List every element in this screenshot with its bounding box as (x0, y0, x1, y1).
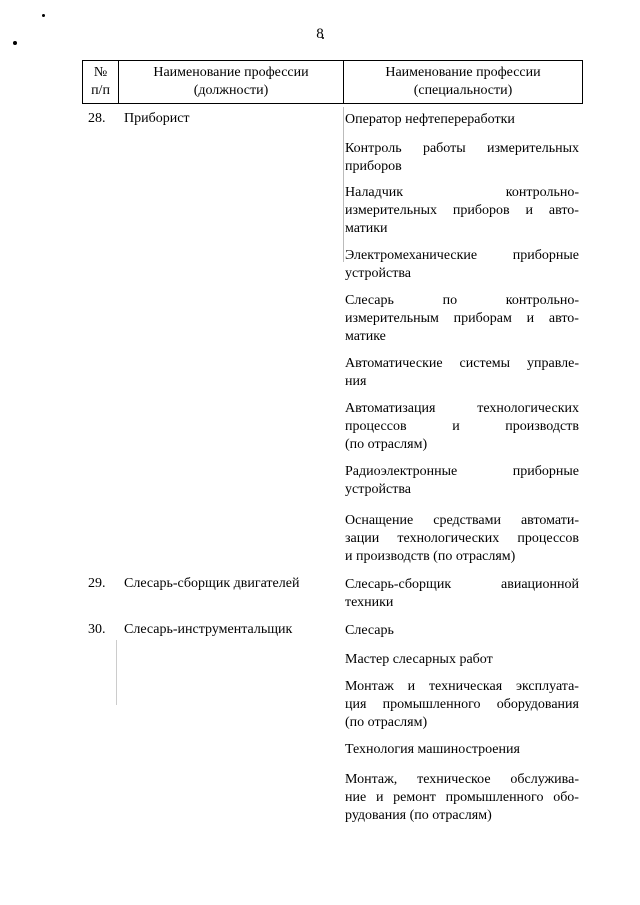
word: технологических (397, 531, 500, 546)
header-cell-profession (119, 61, 344, 104)
specialty-line: ния (345, 374, 367, 389)
word: приборные (512, 464, 579, 479)
word: контрольно- (505, 293, 579, 308)
word: авто- (548, 203, 579, 218)
profession-name: Слесарь-инструментальщик (124, 622, 293, 637)
specialty-item (345, 292, 579, 346)
specialty-item (345, 741, 579, 759)
word: приборов (452, 203, 510, 218)
word: ние (345, 790, 367, 805)
specialty-line (345, 310, 579, 328)
specialty-line (345, 400, 579, 418)
specialty-line: Оператор нефтепереработки (345, 112, 515, 127)
specialty-line: Слесарь (345, 623, 394, 638)
word: по (442, 293, 458, 308)
specialty-item (345, 247, 579, 283)
scan-mark (42, 14, 45, 17)
specialty-line (345, 771, 579, 789)
specialty-item (345, 678, 579, 732)
specialty-line (345, 355, 579, 373)
profession-name: Приборист (124, 111, 190, 126)
word: и (526, 311, 535, 326)
word: и (375, 790, 384, 805)
row-number: 28. (88, 111, 106, 126)
specialty-item (345, 463, 579, 499)
word: оборудования (496, 697, 579, 712)
specialty-line (345, 418, 579, 436)
word: и (407, 679, 416, 694)
word: технологических (477, 401, 579, 416)
header-number-line-1: № (93, 65, 108, 80)
specialty-line: устройства (345, 482, 411, 497)
header-profession-line-1: Наименование профессии (153, 65, 309, 80)
word: обслужива- (510, 772, 579, 787)
row-number: 29. (88, 576, 106, 591)
word: Слесарь (345, 293, 394, 308)
word: Электромеханические (345, 248, 478, 263)
table-header (82, 60, 583, 104)
word: средствами (433, 513, 501, 528)
word: Наладчик (345, 185, 404, 200)
specialty-line (345, 184, 579, 202)
word: обо- (553, 790, 579, 805)
word: авто- (548, 311, 579, 326)
word: Слесарь-сборщик (345, 577, 452, 592)
page-number: 8 (316, 26, 324, 42)
specialty-line (345, 512, 579, 530)
word: техническая (428, 679, 503, 694)
specialty-line: устройства (345, 266, 411, 281)
specialty-item (345, 400, 579, 454)
word: эксплуата- (515, 679, 579, 694)
header-specialty-line-1: Наименование профессии (385, 65, 541, 80)
word: системы (459, 356, 511, 371)
specialty-line: (по отраслям) (345, 437, 428, 452)
specialty-line: приборов (345, 159, 402, 174)
specialty-line: матике (345, 329, 386, 344)
specialty-line (345, 678, 579, 696)
word: измерительных (345, 203, 437, 218)
header-profession-line-2: (должности) (193, 83, 269, 98)
specialty-line (345, 789, 579, 807)
word: приборные (512, 248, 579, 263)
word: управле- (527, 356, 579, 371)
specialty-item (345, 184, 579, 238)
specialty-line (345, 696, 579, 714)
specialty-line: (по отраслям) (345, 715, 428, 730)
specialty-item (345, 622, 579, 640)
specialty-item (345, 111, 579, 129)
word: измерительным (345, 311, 439, 326)
word: приборам (453, 311, 512, 326)
word: ремонт (393, 790, 436, 805)
header-cell-number (83, 61, 119, 104)
specialty-item (345, 512, 579, 566)
specialty-line (345, 576, 579, 594)
word: контрольно- (505, 185, 579, 200)
word: процессов (345, 419, 407, 434)
word: промышленного (382, 697, 481, 712)
word: авиационной (501, 577, 579, 592)
row-number: 30. (88, 622, 106, 637)
specialty-line (345, 292, 579, 310)
word: Автоматические (345, 356, 443, 371)
word: автомати- (520, 513, 579, 528)
word: Монтаж (345, 679, 394, 694)
word: Оснащение (345, 513, 414, 528)
specialty-item (345, 140, 579, 176)
word: Монтаж, (345, 772, 398, 787)
word: и (452, 419, 460, 434)
word: работы (422, 141, 466, 156)
specialty-line: Технология машиностроения (345, 742, 520, 757)
word: промышленного (445, 790, 544, 805)
profession-name: Слесарь-сборщик двигателей (124, 576, 300, 591)
word: ция (345, 697, 367, 712)
specialty-line: рудования (по отраслям) (345, 808, 492, 823)
specialty-line (345, 463, 579, 481)
column-divider (343, 107, 344, 262)
word: производств (505, 419, 579, 434)
specialty-item (345, 651, 579, 669)
specialty-line: матики (345, 221, 388, 236)
specialty-line: техники (345, 595, 394, 610)
column-divider (116, 640, 117, 705)
header-number-line-2: п/п (91, 83, 110, 98)
word: техническое (417, 772, 491, 787)
word: процессов (517, 531, 579, 546)
specialty-line (345, 140, 579, 158)
word: Радиоэлектронные (345, 464, 458, 479)
specialty-line: и производств (по отраслям) (345, 549, 516, 564)
word: измерительных (486, 141, 579, 156)
specialty-item (345, 355, 579, 391)
header-specialty-line-2: (специальности) (413, 83, 513, 98)
specialty-item (345, 576, 579, 612)
specialty-line (345, 202, 579, 220)
word: зации (345, 531, 380, 546)
specialty-line (345, 530, 579, 548)
word: Автоматизация (345, 401, 436, 416)
word: и (525, 203, 533, 218)
word: Контроль (345, 141, 402, 156)
specialty-item (345, 771, 579, 825)
specialty-line (345, 247, 579, 265)
header-cell-specialty (344, 61, 583, 104)
specialty-line: Мастер слесарных работ (345, 652, 493, 667)
